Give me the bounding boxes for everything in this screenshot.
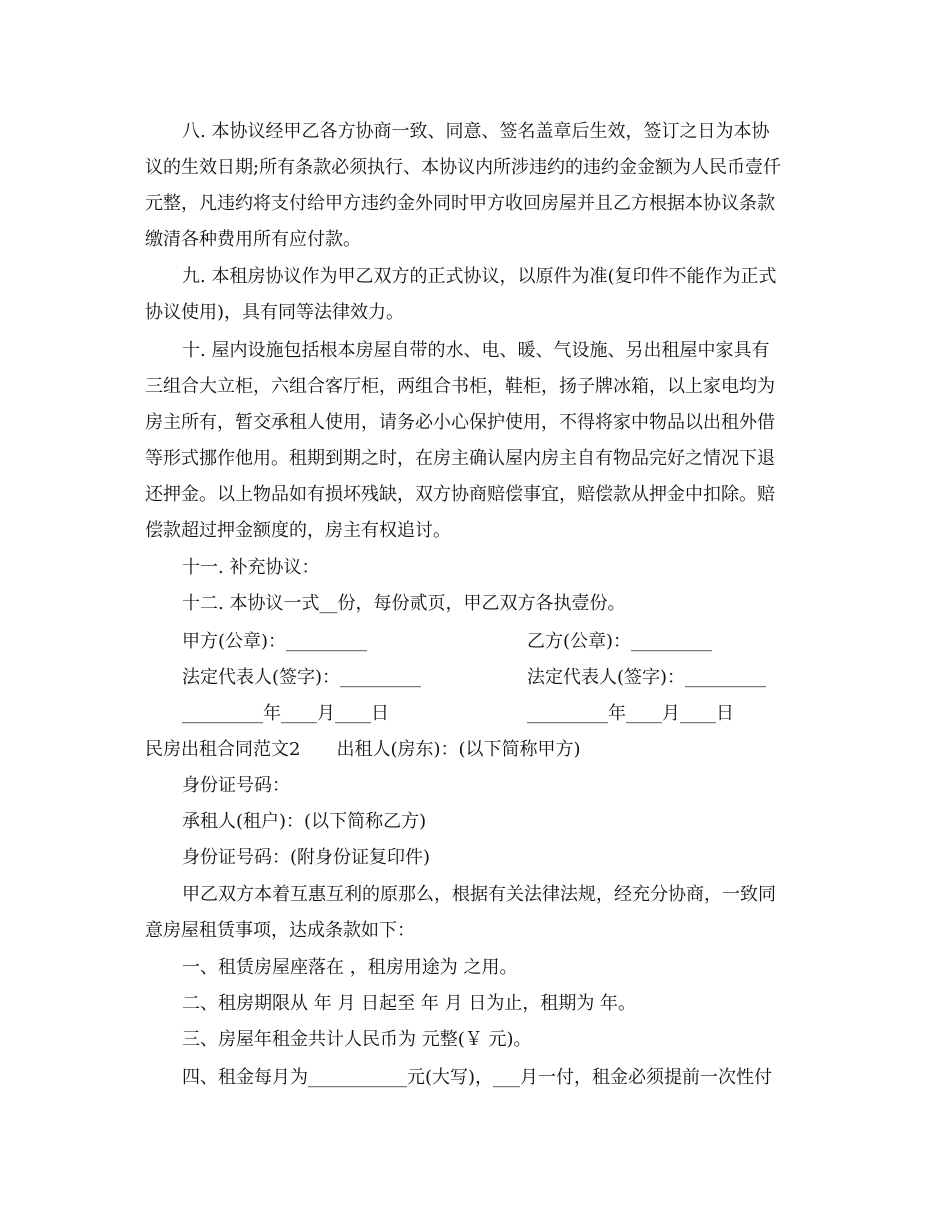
party-a-representative-field: 法定代表人(签字)：_________ <box>182 667 422 688</box>
party-a-date-field: _________年____月____日 <box>182 703 389 724</box>
clause-9-line-2: 协议使用)，具有同等法律效力。 <box>145 302 405 323</box>
second-contract-heading: 民房出租合同范文2 出租人(房东)：(以下简称甲方) <box>145 739 581 760</box>
clause-11: 十一. 补充协议： <box>182 557 320 578</box>
party-b-representative-field: 法定代表人(签字)：_________ <box>527 667 767 688</box>
party-b-seal-field: 乙方(公章)：_________ <box>527 631 713 652</box>
clause-8-line-1: 八. 本协议经甲乙各方协商一致、同意、签名盖章后生效，签订之日为本协 <box>182 121 770 142</box>
party-b-date-field: _________年____月____日 <box>527 703 734 724</box>
item-2: 二、租房期限从 年 月 日起至 年 月 日为止，租期为 年。 <box>182 993 637 1014</box>
clause-10-line-1: 十. 屋内设施包括根本房屋自带的水、电、暖、气设施、另出租屋中家具有 <box>182 340 770 361</box>
item-4: 四、租金每月为___________元(大写)，___月一付，租金必须提前一次性付 <box>182 1067 773 1088</box>
item-1: 一、租赁房屋座落在 ，租房用途为 之用。 <box>182 957 518 978</box>
tenant-line: 承租人(租户)：(以下简称乙方) <box>182 811 427 832</box>
clause-8-line-4: 缴清各种费用所有应付款。 <box>145 229 361 250</box>
clause-8-line-2: 议的生效日期;所有条款必须执行、本协议内所涉违约的违约金金额为人民币壹仟 <box>145 157 782 178</box>
clause-8-line-3: 元整，凡违约将支付给甲方违约金外同时甲方收回房屋并且乙方根据本协议条款 <box>145 193 775 214</box>
clause-9-line-1: 九. 本租房协议作为甲乙双方的正式协议，以原件为准(复印件不能作为正式 <box>182 266 777 287</box>
landlord-id-number: 身份证号码： <box>182 775 290 796</box>
preamble-line-2: 意房屋租赁事项，达成条款如下： <box>145 920 415 941</box>
clause-10-line-3: 房主所有，暂交承租人使用，请务必小心保护使用，不得将家中物品以出租外借 <box>145 412 775 433</box>
party-a-seal-field: 甲方(公章)：_________ <box>182 631 368 652</box>
clause-10-line-6: 偿款超过押金额度的，房主有权追讨。 <box>145 520 451 541</box>
tenant-id-number: 身份证号码：(附身份证复印件) <box>182 847 431 868</box>
clause-10-line-2: 三组合大立柜，六组合客厅柜，两组合书柜，鞋柜，扬子牌冰箱，以上家电均为 <box>145 376 775 397</box>
item-3: 三、房屋年租金共计人民币为 元整(￥ 元)。 <box>182 1029 532 1050</box>
clause-12: 十二. 本协议一式__份，每份贰页，甲乙双方各执壹份。 <box>182 593 626 614</box>
clause-10-line-5: 还押金。以上物品如有损坏残缺，双方协商赔偿事宜，赔偿款从押金中扣除。赔 <box>145 484 775 505</box>
preamble-line-1: 甲乙双方本着互惠互利的原那么，根据有关法律法规，经充分协商，一致同 <box>182 884 776 905</box>
clause-10-line-4: 等形式挪作他用。租期到期之时，在房主确认屋内房主自有物品完好之情况下退 <box>145 448 775 469</box>
